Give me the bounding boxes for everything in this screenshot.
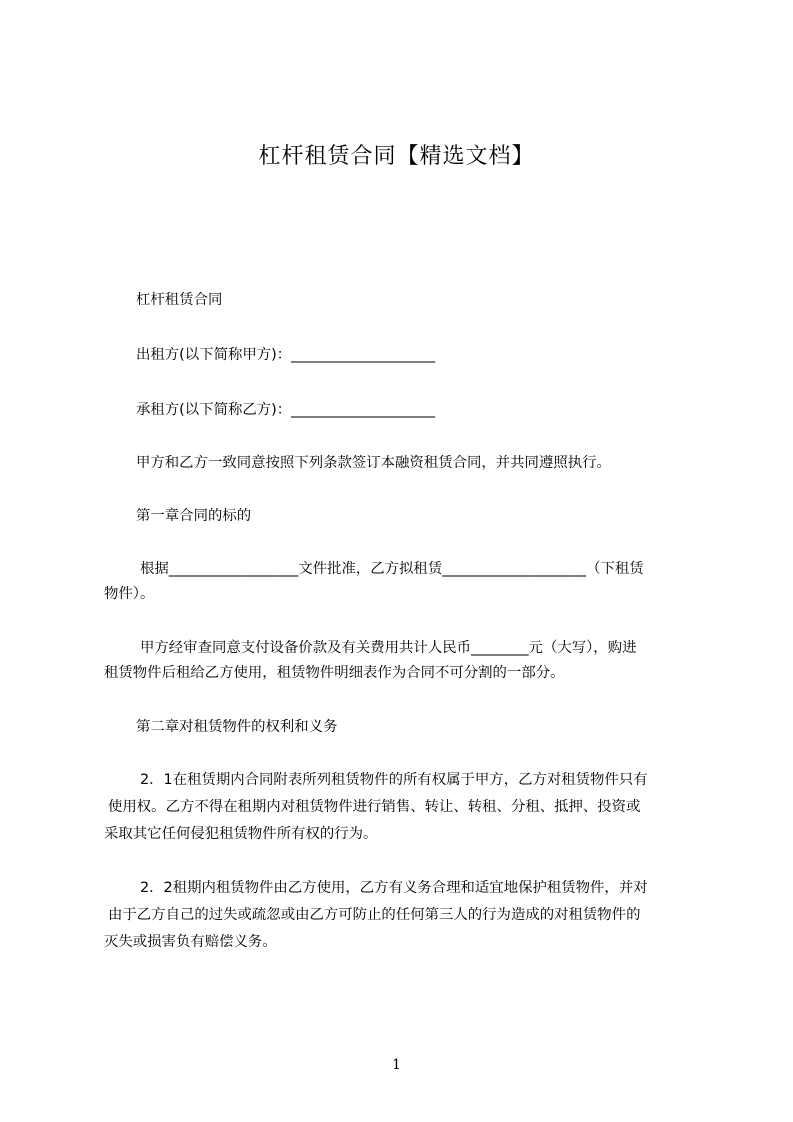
clause-2-1-line3: 采取其它任何侵犯租赁物件所有权的行为。 bbox=[104, 826, 378, 842]
basis-paragraph-line1: 根据__________________文件批准，乙方拟租赁____________________（下租赁 bbox=[140, 561, 644, 577]
lessor-field-line: 出租方(以下简称甲方)：____________________ bbox=[136, 347, 436, 363]
clause-2-1-line2: 使用权。乙方不得在租期内对租赁物件进行销售、转让、转租、分租、抵押、投资或 bbox=[108, 799, 641, 815]
chapter2-heading: 第二章对租赁物件的权利和义务 bbox=[136, 719, 338, 735]
clause-2-2-line2: 由于乙方自己的过失或疏忽或由乙方可防止的任何第三人的行为造成的对租赁物件的 bbox=[108, 907, 641, 923]
payment-paragraph-line1: 甲方经审查同意支付设备价款及有关费用共计人民币________元（大写），购进 bbox=[140, 640, 637, 656]
payment-paragraph-line2: 租赁物件后租给乙方使用，租赁物件明细表作为合同不可分割的一部分。 bbox=[104, 665, 565, 681]
lessee-field-line: 承租方(以下简称乙方)：____________________ bbox=[136, 402, 436, 418]
page-number: 1 bbox=[392, 1057, 401, 1073]
document-title: 杠杆租赁合同【精选文档】 bbox=[258, 144, 535, 169]
clause-2-2-line1: 2．2租期内租赁物件由乙方使用，乙方有义务合理和适宜地保护租赁物件，并对 bbox=[140, 880, 648, 896]
agreement-intro-paragraph: 甲方和乙方一致同意按照下列条款签订本融资租赁合同，并共同遵照执行。 bbox=[136, 455, 611, 471]
contract-name-paragraph: 杠杆租赁合同 bbox=[136, 292, 223, 308]
clause-2-1-line1: 2．1在租赁期内合同附表所列租赁物件的所有权属于甲方，乙方对租赁物件只有 bbox=[140, 772, 648, 788]
chapter1-heading: 第一章合同的标的 bbox=[136, 508, 252, 524]
clause-2-2-line3: 灭失或损害负有赔偿义务。 bbox=[104, 934, 277, 950]
basis-paragraph-line2: 物件）。 bbox=[104, 586, 155, 602]
